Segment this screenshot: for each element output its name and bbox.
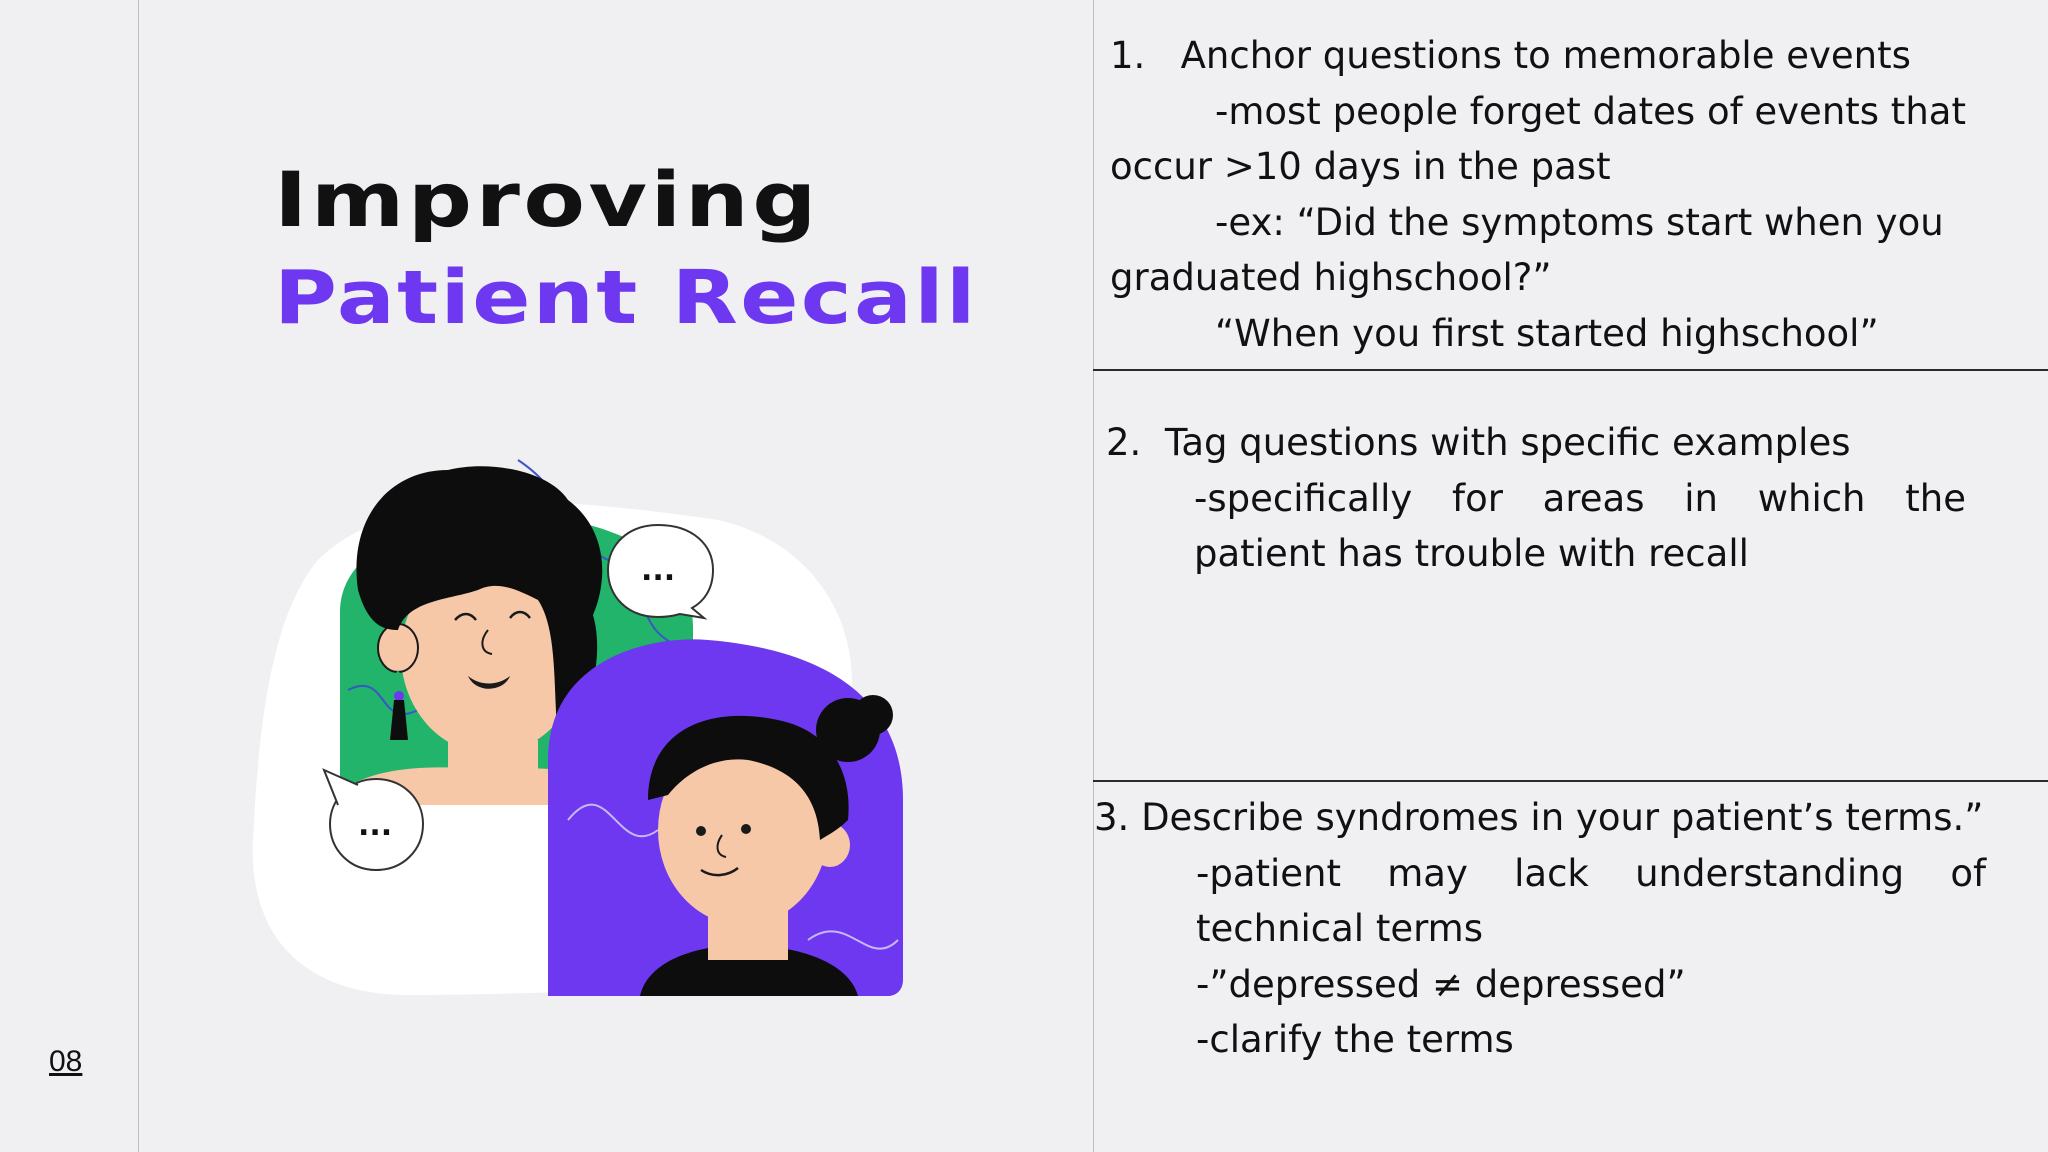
point-2-number: 2. (1106, 421, 1142, 464)
point-2-line-1: -specifically for areas in which the (1194, 476, 1966, 520)
point-3-line-2: technical terms (1196, 907, 1484, 950)
speech-bubble-bottom-dots: ... (358, 808, 393, 843)
section-divider-2 (1093, 780, 2048, 782)
point-1 (1110, 28, 2010, 361)
point-3-heading: 3. Describe syndromes in your patient’s terms.” (1094, 796, 1984, 839)
point-1-heading (1110, 28, 2010, 84)
slide-title (274, 152, 978, 348)
point-3-line-1: -patient may lack understanding of (1196, 851, 1986, 895)
point-3-line-3: -”depressed ≠ depressed” (1196, 962, 1686, 1006)
title-line-improving: Improving (274, 155, 820, 244)
section-divider-1 (1093, 369, 2048, 371)
point-1-line-2: occur >10 days in the past (1110, 145, 1611, 188)
point-1-line-4: graduated highschool?” (1110, 256, 1552, 299)
point-1-heading-text: Anchor questions to memorable events (1180, 34, 1911, 77)
page-number: 08 (49, 1045, 83, 1078)
point-1-number: 1. (1110, 34, 1146, 77)
two-people-talking-illustration (248, 440, 928, 1010)
point-3 (1094, 790, 2034, 1068)
title-line-patient-recall: Patient Recall (274, 255, 978, 341)
point-2-heading-text: Tag questions with specific examples (1164, 421, 1851, 464)
man-eye-right (741, 824, 751, 834)
point-2-line-2: patient has trouble with recall (1194, 532, 1749, 575)
point-1-line-3: -ex: “Did the symptoms start when you (1215, 200, 1944, 244)
speech-bubble-top (608, 525, 713, 618)
point-1-line-5: “When you first started highschool” (1215, 311, 1879, 355)
point-2-heading (1106, 415, 1966, 471)
conversation-illustration (248, 440, 928, 1014)
point-3-line-4: -clarify the terms (1196, 1018, 1514, 1061)
woman-ear (378, 624, 418, 672)
point-2 (1106, 415, 1966, 582)
point-1-line-1: -most people forget dates of events that (1215, 89, 1966, 133)
speech-bubble-top-dots: ... (641, 553, 676, 588)
man-eye-left (696, 826, 706, 836)
woman-earring-bead (394, 691, 404, 701)
left-margin-rule (138, 0, 139, 1152)
